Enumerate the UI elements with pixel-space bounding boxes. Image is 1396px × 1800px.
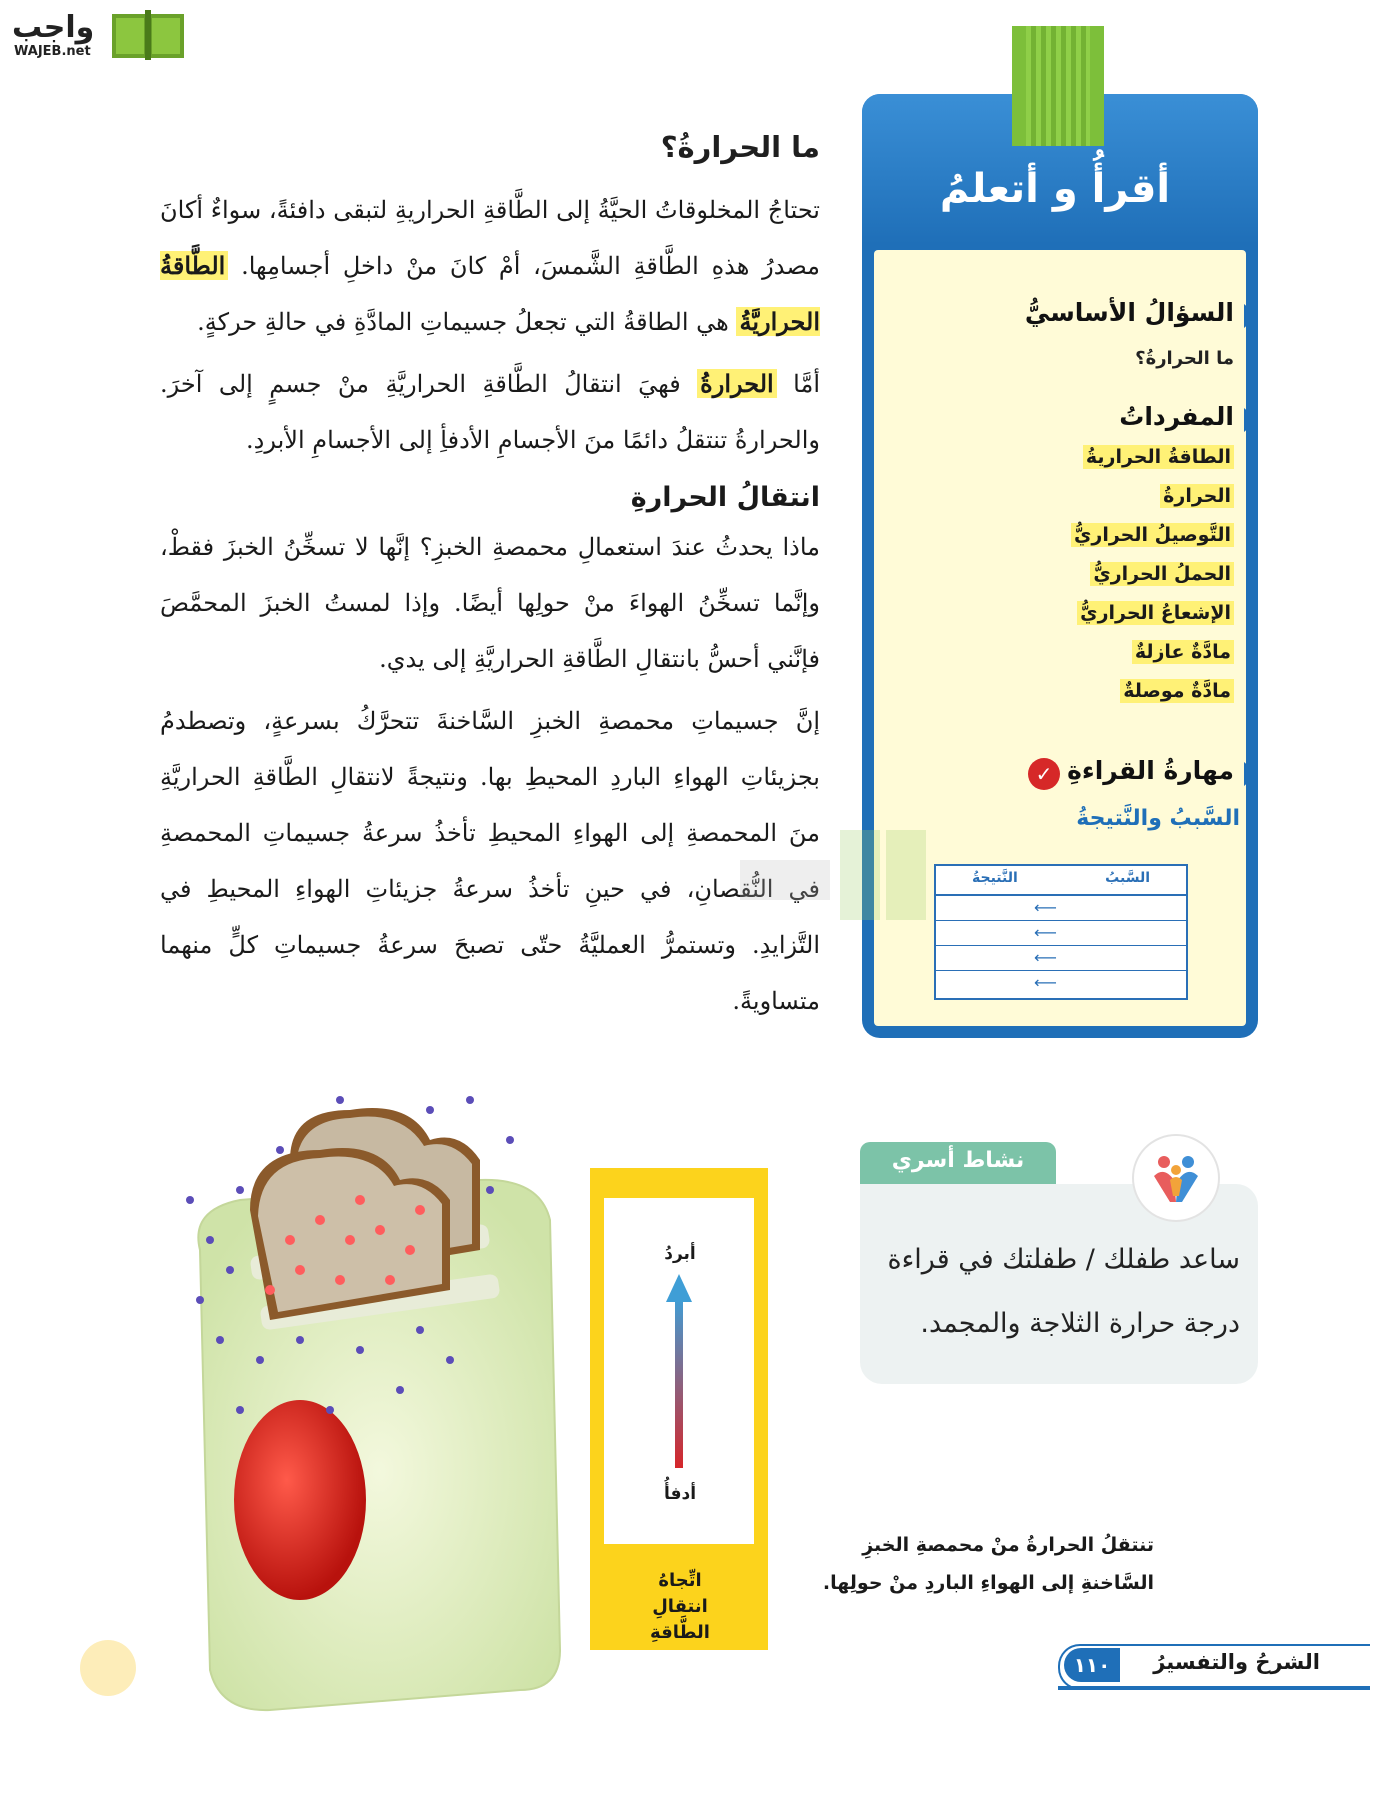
figure-caption: تنتقلُ الحرارةُ منْ محمصةِ الخبزِ السَّاخنةِ إلى الهواءِ الباردِ منْ حولِها. [822, 1534, 1154, 1594]
vocab-item: التَّوصيلُ الحراريُّ [1020, 524, 1234, 546]
vocab-item: الحرارةُ [1020, 485, 1234, 507]
family-icon [1132, 1134, 1220, 1222]
left-arrow-icon: ⟵ [1034, 898, 1057, 917]
family-activity-label: نشاط أسري [891, 1148, 1025, 1173]
cause-effect-table [934, 864, 1188, 1000]
paragraph-1-definition: هي الطاقةُ التي تجعلُ جسيماتِ المادَّةِ في حالةِ حركةٍ. [197, 308, 729, 336]
paragraph-2 [160, 356, 820, 468]
term-heat: الحرارةُ [697, 369, 777, 398]
bookmark-ribbon-stripes [1026, 26, 1090, 146]
vocab-label: المفرداتُ [1119, 402, 1234, 431]
table-row [936, 971, 1186, 995]
colder-label: أبردُ [664, 1244, 696, 1264]
paragraph-1 [160, 182, 820, 350]
vocab-item: الحملُ الحراريُّ [1020, 563, 1234, 585]
cause-header: السَّببُ [1105, 870, 1150, 886]
energy-direction-label: اتِّجاهُ انتقالِ الطَّاقةِ [650, 1570, 710, 1643]
paragraph-4: إنَّ جسيماتِ محمصةِ الخبزِ السَّاخنةَ تتحرَّكُ بسرعةٍ، وتصطدمُ بجزيئاتِ الهواءِ الباردِ المحيطِ بها. ونتيجةً لانتقالِ الطَّاقةِ الحراريَّةِ منَ المحمصةِ إلى الهواءِ المحيطِ تأخذُ سرعةُ جسيماتِ المحمصةِ في النُّقصانِ، في حينِ تأخذُ سرعةُ جزيئاتِ الهواءِ المحيطِ في التَّزايدِ. وتستمرُّ العمليَّةُ حتّى تصبحَ سرعةُ جسيماتِ كلٍّ منهما متساويةً. [160, 707, 820, 1015]
essential-question-arrow-icon [1244, 304, 1258, 328]
page-title: ما الحرارةُ؟ [660, 130, 820, 164]
logo-book-icon [108, 6, 188, 64]
logo-name: واجب [12, 10, 95, 45]
toaster-illustration [180, 1090, 600, 1734]
paragraph-2-definition: فهيَ انتقالُ الطَّاقةِ الحراريَّةِ منْ جسمٍ إلى آخرَ. والحرارةُ تنتقلُ دائمًا منَ الأجسامِ الأدفأِ إلى الأجسامِ الأبردِ. [160, 370, 820, 454]
watermark-logo-icon [720, 820, 940, 970]
vocab-item: مادَّةٌ عازلةٌ [1020, 641, 1234, 663]
paragraph-3: ماذا يحدثُ عندَ استعمالِ محمصةِ الخبزِ؟ إنَّها لا تسخِّنُ الخبزَ فقطْ، وإنَّما تسخِّنُ الهواءَ منْ حولِها أيضًا. وإذا لمستُ الخبزَ المحمَّصَ فإنَّني أحسُّ بانتقالِ الطَّاقةِ الحراريَّةِ إلى يدي. [160, 533, 820, 673]
reading-skill-arrow-icon [1244, 762, 1258, 786]
essential-question: ما الحرارةُ؟ [1135, 348, 1234, 369]
essential-question-label: السؤالُ الأساسيُّ [1024, 298, 1234, 327]
vocab-item: الإشعاعُ الحراريُّ [1020, 602, 1234, 624]
left-arrow-icon: ⟵ [1034, 948, 1057, 967]
left-arrow-icon: ⟵ [1034, 923, 1057, 942]
vocab-arrow-icon [1244, 408, 1258, 432]
family-activity-text: ساعد طفلك / طفلتك في قراءة درجة حرارة الثلاجة والمجمد. [887, 1244, 1240, 1339]
vocab-item: مادَّةٌ موصلةٌ [1020, 680, 1234, 702]
section-subtitle: انتقالُ الحرارةِ [630, 482, 820, 513]
effect-header: النَّتيجةُ [972, 870, 1018, 886]
warmer-label: أدفأُ [663, 1484, 697, 1504]
table-row [936, 896, 1186, 921]
footer-line [1058, 1686, 1370, 1690]
reading-skill-label: مهارةُ القراءةِ [1067, 756, 1234, 785]
paragraph-2-intro: أمَّا [793, 370, 820, 398]
footer-section-title: الشرحُ والتفسيرُ [1153, 1650, 1320, 1674]
corner-logo-icon [80, 1640, 136, 1696]
table-header [936, 866, 1186, 896]
term-thermal-energy: الطَّاقةُ الحراريَّةُ [160, 251, 820, 336]
page-number: ١١٠ [1064, 1648, 1120, 1682]
vocab-item: الطاقةُ الحراريةُ [1020, 446, 1234, 468]
left-arrow-icon: ⟵ [1034, 973, 1057, 992]
table-row [936, 921, 1186, 946]
logo-site: WAJEB.net [14, 44, 91, 59]
vocab-list [1020, 446, 1234, 719]
checkmark-icon: ✓ [1028, 758, 1060, 790]
paragraph-1-intro: تحتاجُ المخلوقاتُ الحيَّةُ إلى الطَّاقةِ الحراريةِ لتبقى دافئةً، سواءٌ أكانَ مصدرُ هذهِ الطَّاقةِ الشَّمسَ، أمْ كانَ منْ داخلِ أجسامِها. [160, 196, 820, 280]
reading-skill: السَّببُ والنَّتيجةُ [1076, 806, 1240, 831]
panel-title: أقرأُ و أتعلمُ [939, 166, 1171, 212]
table-row [936, 946, 1186, 971]
